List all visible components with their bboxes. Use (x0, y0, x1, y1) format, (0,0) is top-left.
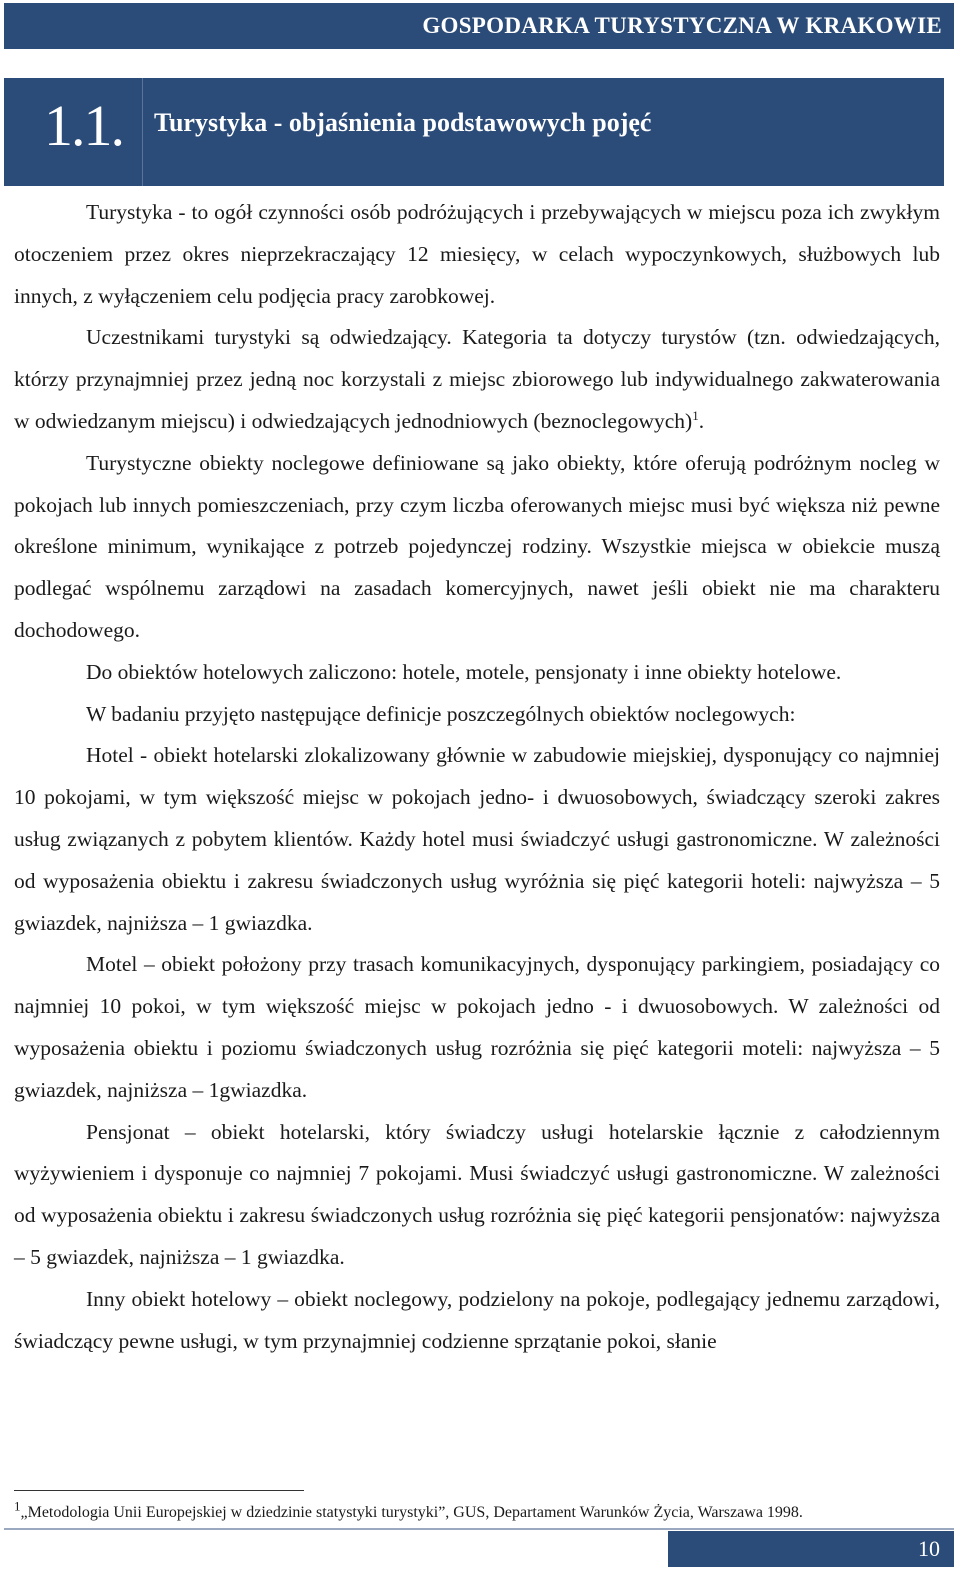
paragraph: Motel – obiekt położony przy trasach komunikacyjnych, dysponujący parkingiem, posiadający co najmniej 10 pokoi, w tym większość miejsc w pokojach jedno - i dwuosobowych. W zależności od wyposażenia obiektu i poziomu świadczonych usług rozróżnia się pięć kategorii moteli: najwyższa – 5 gwiazdek, najniższa – 1gwiazdka. (14, 952, 940, 1102)
paragraph: Inny obiekt hotelowy – obiekt noclegowy, podzielony na pokoje, podlegający jednemu zarządowi, świadczący pewne usługi, w tym przynajmniej codzienne sprzątanie pokoi, słanie (14, 1286, 940, 1353)
paragraph: Do obiektów hotelowych zaliczono: hotele, motele, pensjonaty i inne obiekty hotelowe. (86, 659, 842, 684)
section-number: 1.1. (44, 93, 123, 158)
running-header (4, 3, 954, 49)
paragraph: W badaniu przyjęto następujące definicje poszczególnych obiektów noclegowych: (86, 701, 796, 726)
paragraph: Uczestnikami turystyki są odwiedzający. Kategoria ta dotyczy turystów (tzn. odwiedzających, którzy przynajmniej przez jedną noc korzystali z miejsc zbiorowego lub indywidualnego zakwaterowania w odwiedzanym miejscu) i odwiedzających jednodniowych (beznoclegowych)$^1$. (14, 325, 940, 433)
footnote-marker: 1 (14, 1498, 21, 1514)
footnote (14, 1498, 944, 1523)
page-number: 10 (918, 1536, 940, 1561)
section-divider (142, 78, 143, 186)
footnote-text: „Metodologia Unii Europejskiej w dziedzinie statystyki turystyki”, GUS, Departament Warunków Życia, Warszawa 1998. (20, 1504, 803, 1521)
page-number-box (668, 1531, 954, 1567)
footer-rule (4, 1528, 954, 1530)
section-title: Turystyka - objaśnienia podstawowych pojęć (154, 108, 652, 137)
paragraph: Hotel - obiekt hotelarski zlokalizowany głównie w zabudowie miejskiej, dysponujący co najmniej 10 pokojami, w tym większość miejsc w pokojach jedno- i dwuosobowych, świadczący szeroki zakres usług związanych z pobytem klientów. Każdy hotel musi świadczyć usługi gastronomiczne. W zależności od wyposażenia obiektu i zakresu świadczonych usług wyróżnia się pięć kategorii hoteli: najwyższa – 5 gwiazdek, najniższa – 1 gwiazdka. (14, 743, 940, 935)
footnote-reference[interactable]: 1 (692, 407, 699, 423)
section-heading (4, 78, 944, 186)
paragraph: Turystyczne obiekty noclegowe definiowane są jako obiekty, które oferują podróżnym nocleg w pokojach lub innych pomieszczeniach, przy czym liczba oferowanych miejsc musi być większa niż pewne określone minimum, wynikające z potrzeb pojedynczej rodziny. Wszystkie miejsca w obiekcie muszą podlegać wspólnemu zarządowi na zasadach komercyjnych, nawet jeśli obiekt nie ma charakteru dochodowego. (14, 450, 940, 642)
paragraph: Turystyka - to ogół czynności osób podróżujących i przebywających w miejscu poza ich zwykłym otoczeniem przez okres nieprzekraczający 12 miesięcy, w celach wypoczynkowych, służbowych lub innych, z wyłączeniem celu podjęcia pracy zarobkowej. (14, 200, 940, 308)
running-header-title: GOSPODARKA TURYSTYCZNA W KRAKOWIE (422, 13, 942, 38)
paragraph: Pensjonat – obiekt hotelarski, który świadczy usługi hotelarskie łącznie z całodziennym wyżywieniem i dysponuje co najmniej 7 pokojami. Musi świadczyć usługi gastronomiczne. W zależności od wyposażenia obiektu i zakresu świadczonych usług rozróżnia się pięć kategorii pensjonatów: najwyższa – 5 gwiazdek, najniższa – 1 gwiazdka. (14, 1119, 940, 1269)
body-text (14, 192, 940, 1362)
footnote-separator (14, 1490, 304, 1491)
